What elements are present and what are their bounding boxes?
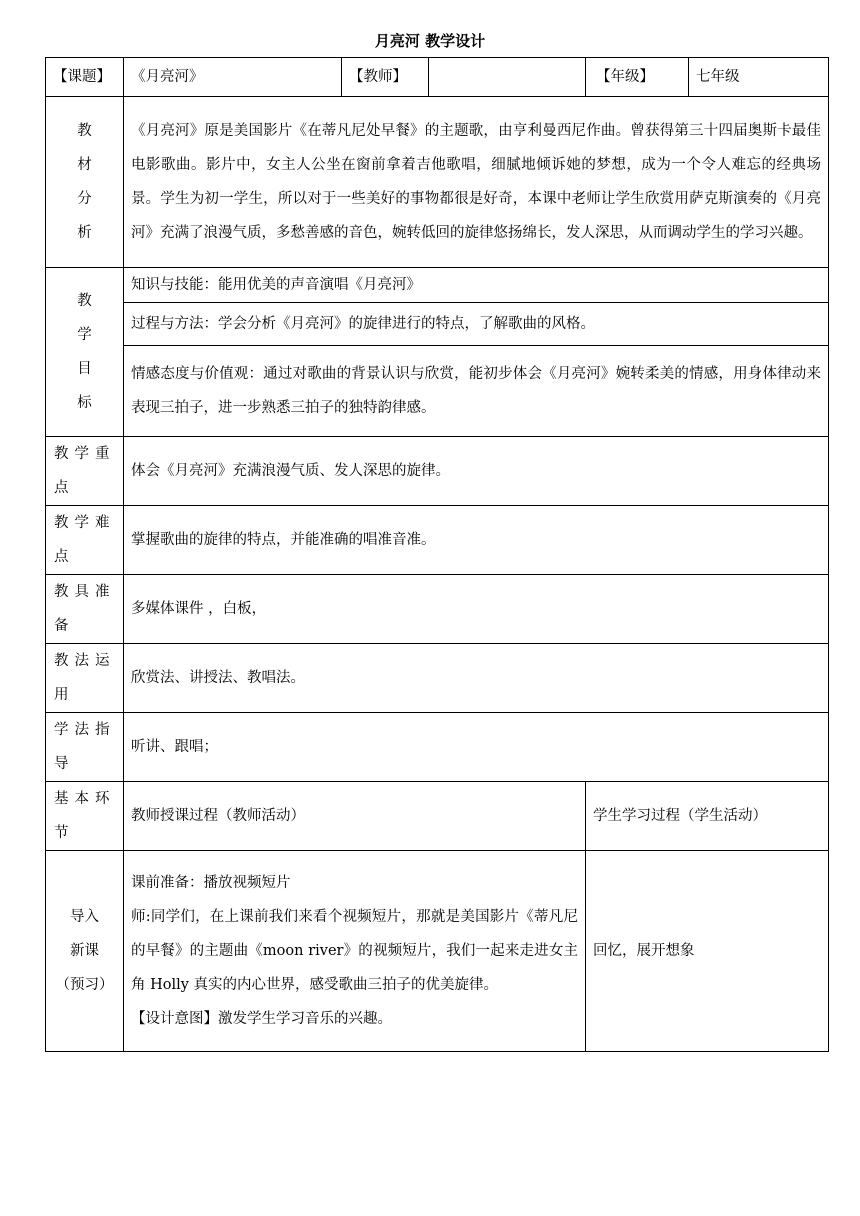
teaching-method-label: 教法运用: [46, 644, 124, 713]
lesson-plan-table: [45, 57, 829, 1052]
material-row: [46, 97, 829, 268]
learning-method-text: 听讲、跟唱；: [124, 713, 829, 782]
teaching-method-text: 欣赏法、讲授法、教唱法。: [124, 644, 829, 713]
learning-method-row: [46, 713, 829, 782]
intro-teacher-activity: [124, 851, 586, 1052]
student-activity-header: 学生学习过程（学生活动）: [586, 782, 829, 851]
topic-label: 【课题】: [46, 58, 124, 97]
intro-teacher-talk: 师:同学们，在上课前我们来看个视频短片，那就是美国影片《蒂凡尼的早餐》的主题曲《moon river》的视频短片，我们一起来走进女主角 Holly 真实的内心世界，感受歌曲三拍子的优美旋律。: [131, 909, 578, 993]
tools-row: [46, 575, 829, 644]
teacher-label: 【教师】: [342, 58, 429, 97]
key-point-text: 体会《月亮河》充满浪漫气质、发人深思的旋律。: [124, 437, 829, 506]
learning-method-label: 学法指导: [46, 713, 124, 782]
intro-label: 导入 新课 （预习）: [46, 851, 124, 1052]
teaching-method-row: [46, 644, 829, 713]
objective-process-row: [46, 303, 829, 346]
grade-label: 【年级】: [586, 58, 689, 97]
intro-prep: 课前准备：播放视频短片: [131, 875, 291, 891]
stage-label: 基本环节: [46, 782, 124, 851]
teacher-activity-header: 教师授课过程（教师活动）: [124, 782, 586, 851]
intro-row: [46, 851, 829, 1052]
material-text: 《月亮河》原是美国影片《在蒂凡尼处早餐》的主题歌，由亨利曼西尼作曲。曾获得第三十四届奥斯卡最佳电影歌曲。影片中，女主人公坐在窗前拿着吉他歌唱，细腻地倾诉她的梦想，成为一个令人难忘的经典场景。学生为初一学生，所以对于一些美好的事物都很是好奇，本课中老师让学生欣赏用萨克斯演奏的《月亮河》充满了浪漫气质，多愁善感的音色，婉转低回的旋律悠扬绵长，发人深思，从而调动学生的学习兴趣。: [124, 97, 829, 268]
objective-process: 过程与方法：学会分析《月亮河》的旋律进行的特点，了解歌曲的风格。: [124, 303, 829, 346]
header-row: [46, 58, 829, 97]
objective-emotion-row: [46, 346, 829, 437]
objective-emotion: 情感态度与价值观：通过对歌曲的背景认识与欣赏，能初步体会《月亮河》婉转柔美的情感，用身体律动来表现三拍子，进一步熟悉三拍子的独特韵律感。: [124, 346, 829, 437]
intro-student-activity: 回忆，展开想象: [586, 851, 829, 1052]
process-header-row: [46, 782, 829, 851]
objective-knowledge: 知识与技能：能用优美的声音演唱《月亮河》: [124, 268, 829, 303]
tools-label: 教具准备: [46, 575, 124, 644]
intro-design-intent: 【设计意图】激发学生学习音乐的兴趣。: [131, 1011, 392, 1027]
material-label: 教 材 分 析: [46, 97, 124, 268]
difficulty-row: [46, 506, 829, 575]
teacher-value: [429, 58, 586, 97]
difficulty-text: 掌握歌曲的旋律的特点，并能准确的唱准音准。: [124, 506, 829, 575]
topic-value: 《月亮河》: [124, 58, 342, 97]
objectives-label: 教 学 目 标: [46, 268, 124, 437]
difficulty-label: 教学难点: [46, 506, 124, 575]
key-point-row: [46, 437, 829, 506]
grade-value: 七年级: [689, 58, 829, 97]
page-title: 月亮河 教学设计: [374, 32, 486, 50]
key-point-label: 教学重点: [46, 437, 124, 506]
tools-text: 多媒体课件 ，白板，: [124, 575, 829, 644]
objective-knowledge-row: [46, 268, 829, 303]
